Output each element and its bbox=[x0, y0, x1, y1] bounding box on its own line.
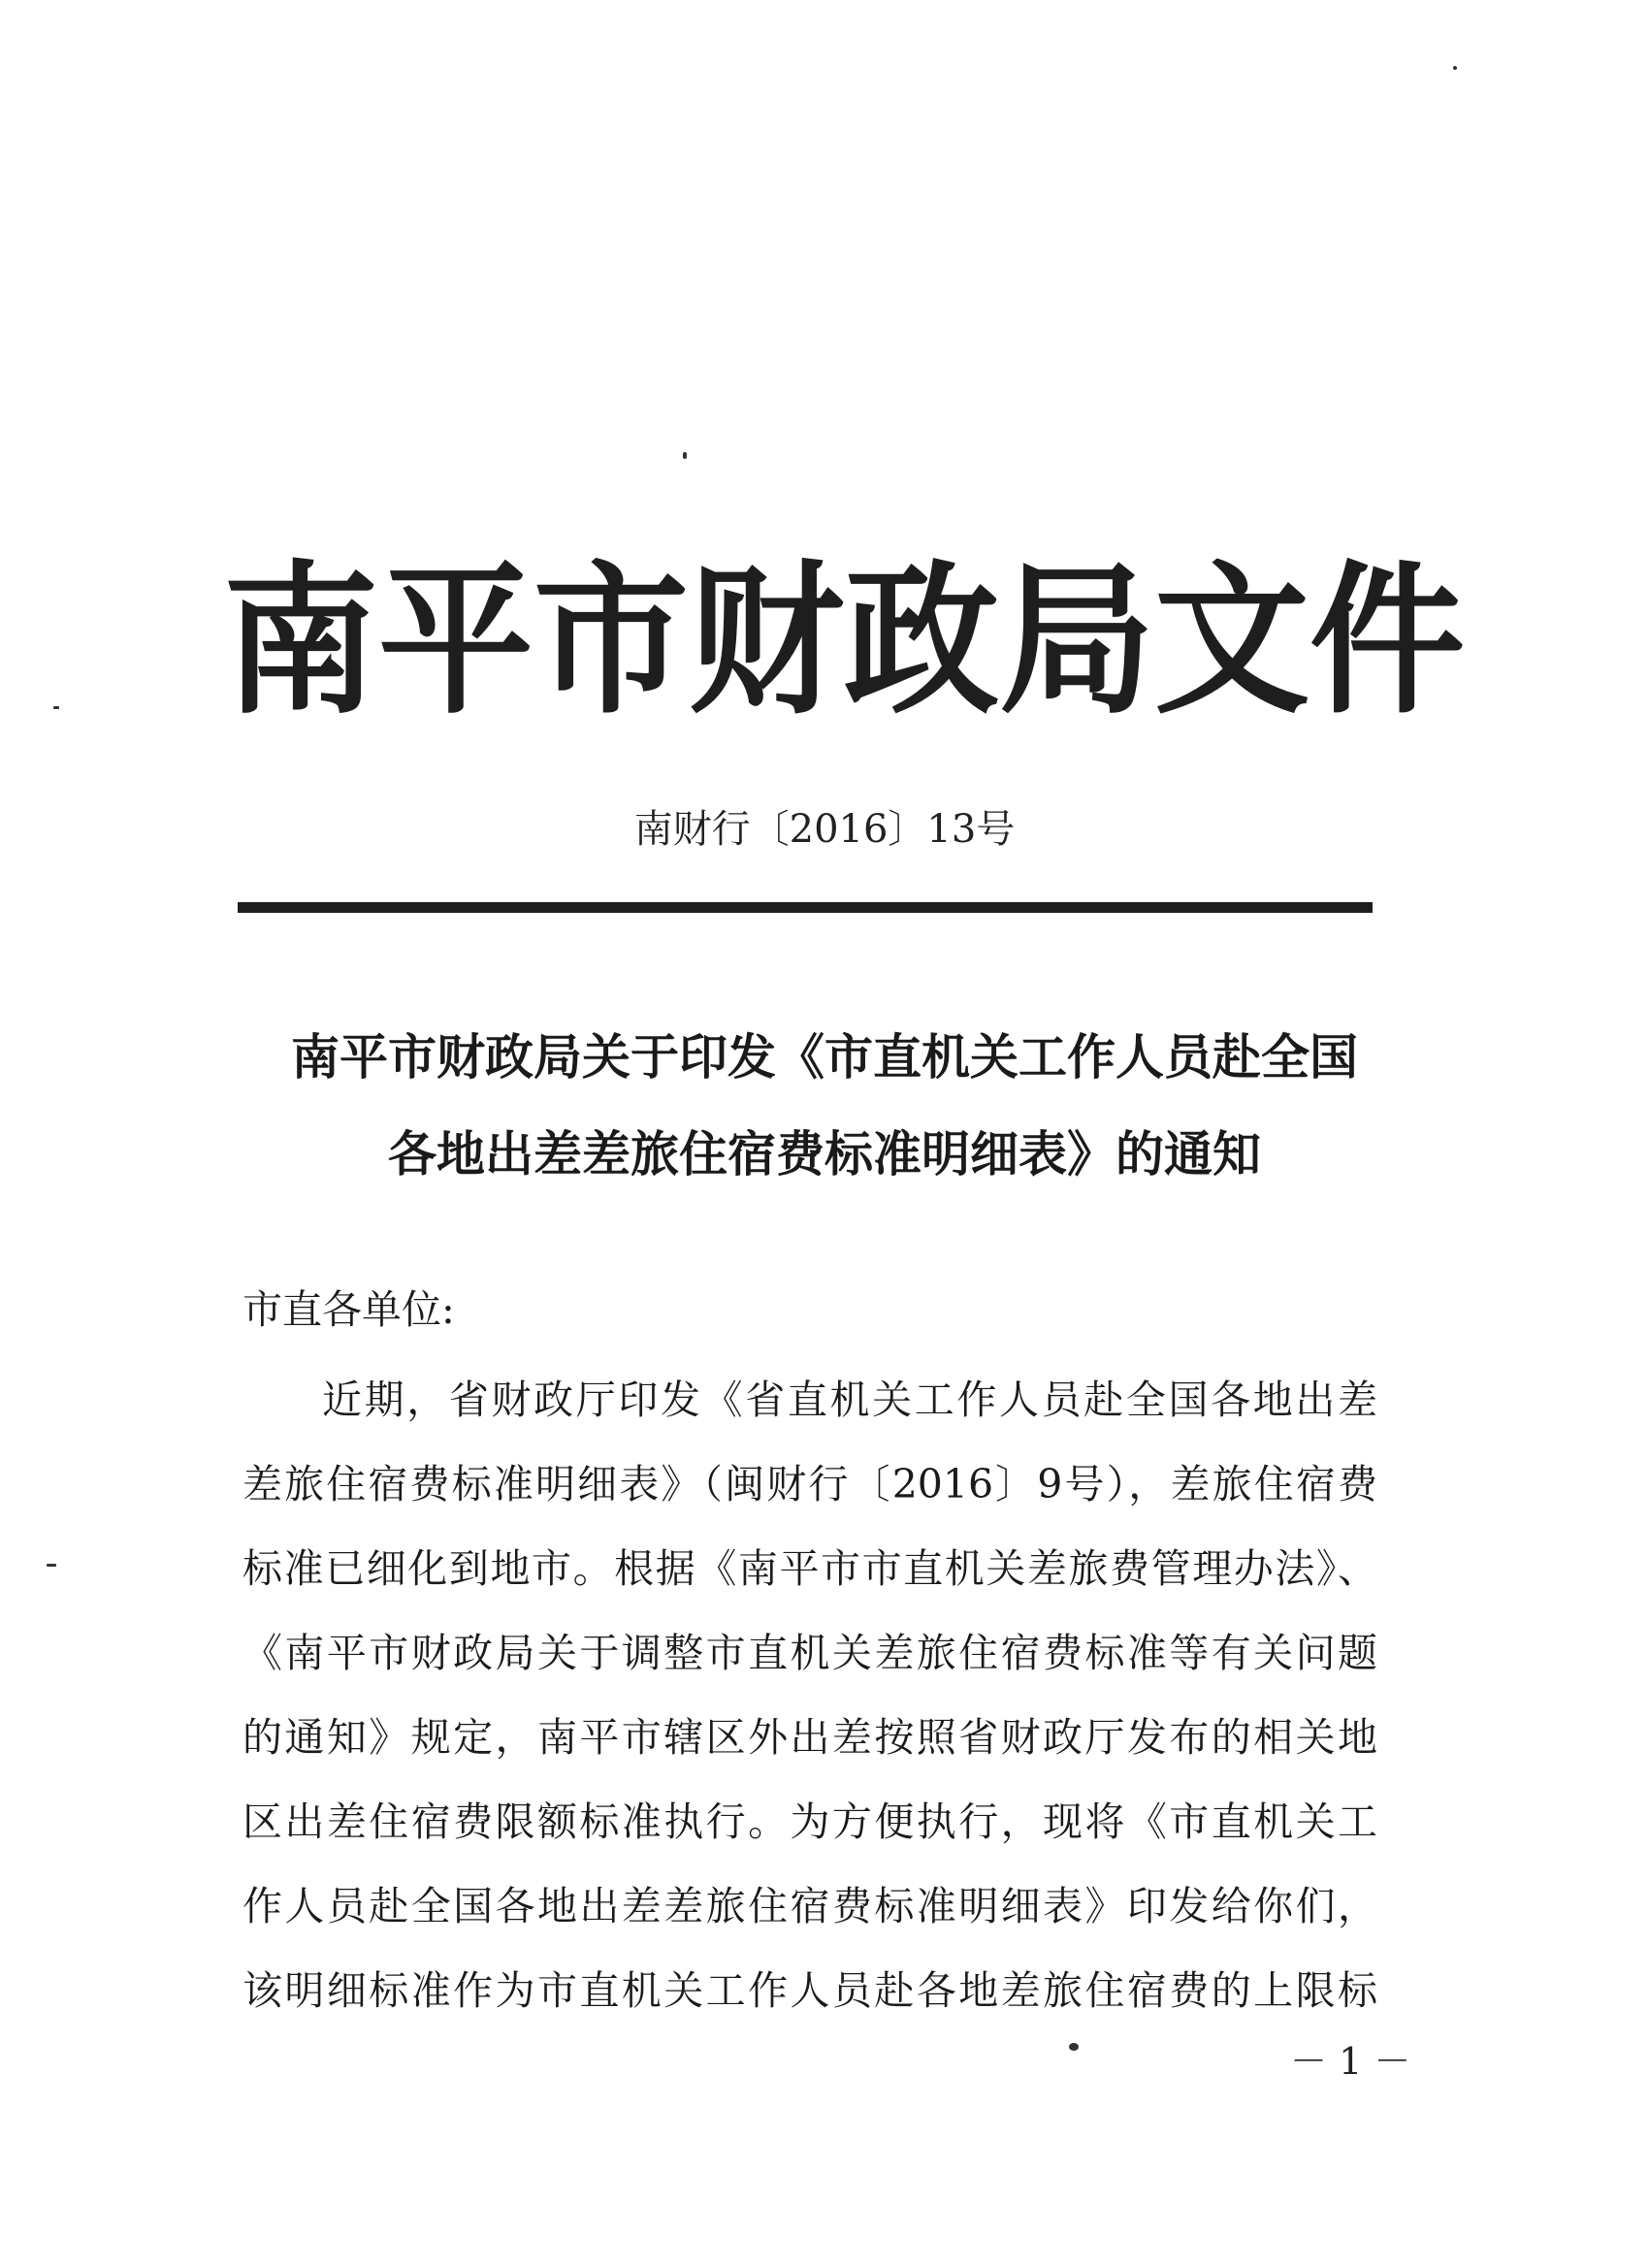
body-line: 差旅住宿费标准明细表》（闽财行〔2016〕9号），差旅住宿费 bbox=[242, 1461, 1377, 1507]
salutation: 市直各单位: bbox=[242, 1286, 455, 1333]
notice-title-line-2: 各地出差差旅住宿费标准明细表》的通知 bbox=[388, 1125, 1261, 1183]
scan-speck bbox=[53, 706, 59, 709]
scan-speck bbox=[683, 452, 687, 459]
body-line: 作人员赴全国各地出差差旅住宿费标准明细表》印发给你们， bbox=[242, 1883, 1377, 1929]
body-line: 标准已细化到地市。根据《南平市市直机关差旅费管理办法》、 bbox=[242, 1545, 1377, 1592]
notice-title bbox=[233, 1009, 1416, 1203]
document-number: 南财行〔2016〕13号 bbox=[633, 807, 1016, 852]
scan-speck bbox=[1069, 2043, 1079, 2051]
body-line: 近期，省财政厅印发《省直机关工作人员赴全国各地出差 bbox=[322, 1377, 1377, 1423]
body-line: 该明细标准作为市直机关工作人员赴各地差旅住宿费的上限标 bbox=[242, 1967, 1377, 2014]
scan-speck bbox=[47, 1564, 56, 1567]
agency-document-header: 南平市财政局文件 bbox=[223, 544, 1466, 736]
notice-title-line-1: 南平市财政局关于印发《市直机关工作人员赴全国 bbox=[291, 1028, 1358, 1085]
body-line: 《南平市财政局关于调整市直机关差旅住宿费标准等有关问题 bbox=[242, 1630, 1377, 1676]
page-number: － 1 － bbox=[1290, 2040, 1411, 2083]
scan-speck bbox=[1453, 66, 1457, 70]
body-line: 的通知》规定，南平市辖区外出差按照省财政厅发布的相关地 bbox=[242, 1714, 1377, 1761]
body-paragraph bbox=[242, 1358, 1377, 2033]
body-line: 区出差住宿费限额标准执行。为方便执行，现将《市直机关工 bbox=[242, 1798, 1377, 1845]
header-divider-rule bbox=[238, 902, 1373, 913]
